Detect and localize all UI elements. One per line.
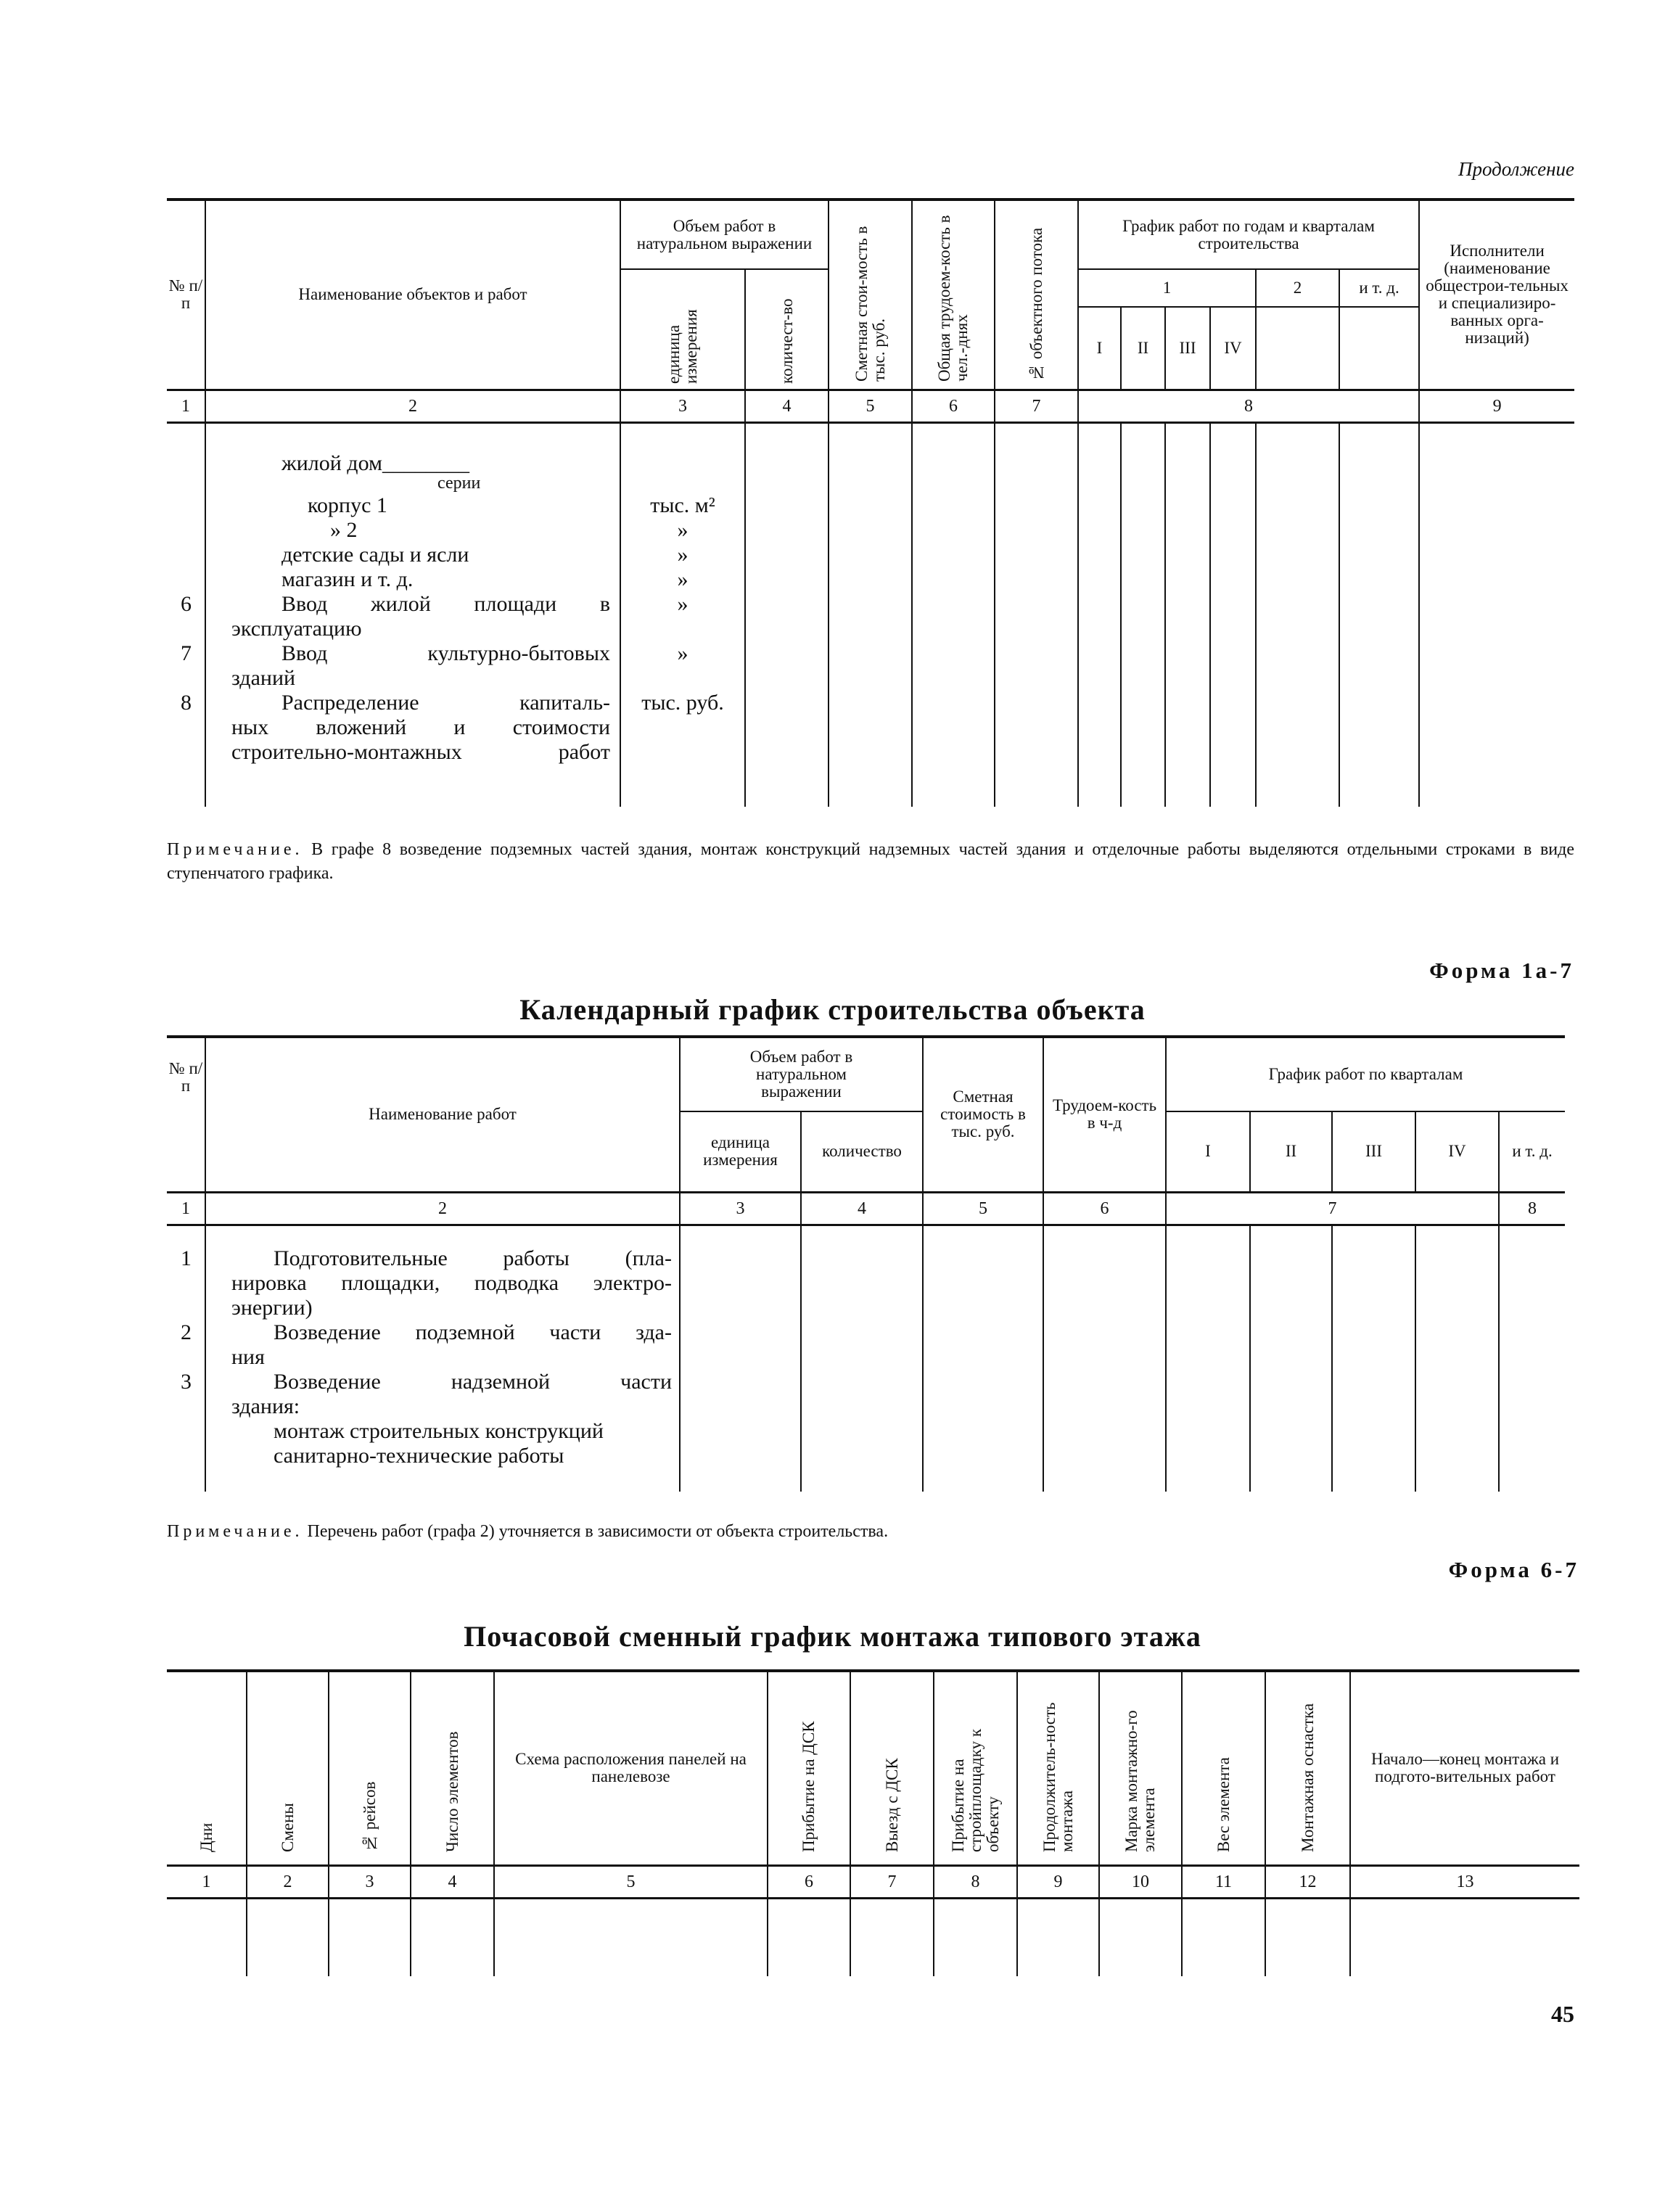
body-line xyxy=(167,1344,680,1368)
unit-of-measure: » xyxy=(677,592,688,616)
col-number: 1 xyxy=(167,1865,247,1898)
body-line xyxy=(167,1294,680,1319)
work-name: жилой дом________ xyxy=(281,451,469,475)
header-num: № п/п xyxy=(167,200,205,390)
column-header: Вес элемента xyxy=(1214,1756,1233,1852)
col-number: 12 xyxy=(1265,1865,1350,1898)
unit-of-measure: » xyxy=(677,518,688,542)
col-number: 13 xyxy=(1350,1865,1579,1898)
col-number: 1 xyxy=(167,390,205,422)
work-name: корпус 1 xyxy=(308,493,387,517)
section-title: Календарный график строительства объекта xyxy=(519,993,1146,1026)
col-number: 2 xyxy=(247,1865,329,1898)
unit-of-measure: » xyxy=(677,567,688,591)
col-number: 3 xyxy=(620,390,745,422)
header-unit: единица измерения xyxy=(680,1111,801,1192)
body-line xyxy=(167,1393,680,1418)
unit-of-measure: » xyxy=(677,641,688,665)
header-schedule: График работ по годам и кварталам строительства xyxy=(1078,200,1419,269)
col-number: 8 xyxy=(1499,1192,1565,1225)
header-q4: IV xyxy=(1415,1111,1499,1192)
note-1 xyxy=(167,838,1574,886)
header-q2: II xyxy=(1250,1111,1332,1192)
col-number: 4 xyxy=(411,1865,494,1898)
row-number: 7 xyxy=(181,641,192,665)
header-etc: и т. д. xyxy=(1499,1111,1565,1192)
header-q3: III xyxy=(1332,1111,1415,1192)
work-name: ных вложений и стоимости xyxy=(231,715,610,739)
body-line xyxy=(167,591,745,615)
header-volume: Объем работ в натуральном выражении xyxy=(680,1037,923,1111)
header-num: № п/п xyxy=(167,1037,205,1192)
body-line xyxy=(167,492,745,517)
body-line xyxy=(167,665,745,689)
header-q1: I xyxy=(1166,1111,1250,1192)
row-number: 6 xyxy=(181,592,192,616)
header-unit: единица измерения xyxy=(665,309,700,384)
continuation-label: Продолжение xyxy=(1458,158,1574,180)
work-name: Возведение надземной части xyxy=(274,1370,672,1394)
work-name: серии xyxy=(437,474,481,493)
header-labor: Трудоем-кость в ч-д xyxy=(1043,1037,1166,1192)
unit-of-measure: » xyxy=(677,543,688,567)
note-2 xyxy=(167,1520,1574,1544)
body-line xyxy=(167,1319,680,1344)
column-header: Выезд с ДСК xyxy=(882,1757,901,1852)
header-year-1: 1 xyxy=(1078,269,1256,307)
col-number: 3 xyxy=(329,1865,411,1898)
body-line xyxy=(167,1442,680,1467)
col-number: 2 xyxy=(205,1192,680,1225)
col-number: 11 xyxy=(1182,1865,1265,1898)
column-header: Марка монтажно-го элемента xyxy=(1122,1709,1158,1852)
header-flow: № объектного потока xyxy=(1027,228,1045,382)
table1-body-lines xyxy=(167,450,745,763)
row-number: 2 xyxy=(181,1320,192,1344)
work-name: нировка площадки, подводка электро- xyxy=(231,1271,672,1295)
page-number: 45 xyxy=(1551,2001,1574,2027)
header-name: Наименование работ xyxy=(205,1037,680,1192)
row-number: 8 xyxy=(181,691,192,715)
header-q1: I xyxy=(1078,307,1121,390)
column-header: Смены xyxy=(278,1802,297,1852)
col-number: 7 xyxy=(995,390,1078,422)
header-volume: Объем работ в натуральном выражении xyxy=(620,200,829,269)
note-label: Примечание. xyxy=(167,1522,303,1541)
header-cost: Сметная стои-мость в тыс. руб. xyxy=(852,226,888,382)
column-header: Начало—конец монтажа и подгото-вительных работ xyxy=(1371,1750,1559,1786)
column-header: Прибытие на стройплощадку к объекту xyxy=(948,1728,1002,1852)
work-name: » 2 xyxy=(330,518,358,542)
work-name: санитарно-технические работы xyxy=(274,1444,564,1468)
unit-of-measure: тыс. м² xyxy=(650,493,715,517)
work-name: строительно-монтажных работ xyxy=(231,740,610,764)
work-name: ния xyxy=(231,1345,265,1369)
form-label: Форма 1а-7 xyxy=(1429,958,1574,983)
column-header: № рейсов xyxy=(360,1781,379,1852)
column-header: Дни xyxy=(197,1822,215,1852)
form-label: Форма 6-7 xyxy=(1448,1557,1579,1582)
body-line xyxy=(167,541,745,566)
col-number: 5 xyxy=(829,390,912,422)
header-q3: III xyxy=(1165,307,1210,390)
note-text: Перечень работ (графа 2) уточняется в зависимости от объекта строительства. xyxy=(307,1522,889,1541)
header-etc: и т. д. xyxy=(1339,269,1419,307)
body-line xyxy=(167,615,745,640)
col-number: 4 xyxy=(745,390,829,422)
work-name: Подготовительные работы (пла- xyxy=(274,1246,672,1270)
work-name: магазин и т. д. xyxy=(281,567,414,591)
row-number: 1 xyxy=(181,1246,192,1270)
col-number: 5 xyxy=(923,1192,1043,1225)
col-number: 9 xyxy=(1419,390,1574,422)
header-q4: IV xyxy=(1210,307,1256,390)
body-line xyxy=(167,1245,680,1270)
work-name: Возведение подземной части зда- xyxy=(274,1320,672,1344)
col-number: 8 xyxy=(1078,390,1419,422)
col-number: 10 xyxy=(1099,1865,1182,1898)
work-name: эксплуатацию xyxy=(231,617,362,641)
header-labor: Общая трудоем-кость в чел.-днях xyxy=(935,215,971,382)
body-line xyxy=(167,640,745,665)
col-number: 1 xyxy=(167,1192,205,1225)
note-label: Примечание. xyxy=(167,840,303,859)
col-number: 3 xyxy=(680,1192,801,1225)
body-line xyxy=(167,450,745,474)
column-header: Монтажная оснастка xyxy=(1298,1703,1317,1852)
column-header: Число элементов xyxy=(443,1730,461,1852)
col-number: 6 xyxy=(768,1865,850,1898)
column-header: Схема расположения панелей на панелевозе xyxy=(515,1750,747,1786)
work-name: Ввод жилой площади в xyxy=(281,592,610,616)
body-line xyxy=(167,566,745,591)
work-name: здания: xyxy=(231,1394,300,1418)
header-year-2: 2 xyxy=(1256,269,1339,307)
hourly-assembly-table xyxy=(167,1669,1579,1976)
body-line xyxy=(167,1418,680,1442)
header-executors: Исполнители (наименование общестрои-тельных и специализиро-ванных орга-низаций) xyxy=(1419,200,1574,390)
table2-body-lines xyxy=(167,1245,680,1467)
body-line xyxy=(167,517,745,541)
column-header: Прибытие на ДСК xyxy=(799,1720,818,1852)
work-name: Распределение капиталь- xyxy=(281,691,610,715)
work-name: монтаж строительных конструкций xyxy=(274,1419,604,1443)
col-number: 7 xyxy=(850,1865,934,1898)
header-name: Наименование объектов и работ xyxy=(205,200,620,390)
body-line xyxy=(167,1368,680,1393)
col-number: 5 xyxy=(494,1865,768,1898)
column-header: Продолжитель-ность монтажа xyxy=(1040,1701,1076,1852)
note-text: В графе 8 возведение подземных частей здания, монтаж конструкций надземных частей здания и отделочные работы выделяются отдельными строками в виде ступенчатого графика. xyxy=(167,840,1575,883)
body-line xyxy=(167,474,745,492)
row-number: 3 xyxy=(181,1370,192,1394)
col-number: 6 xyxy=(912,390,995,422)
work-name: детские сады и ясли xyxy=(281,543,469,567)
header-qty: количество xyxy=(801,1111,923,1192)
body-line xyxy=(167,714,745,739)
col-number: 4 xyxy=(801,1192,923,1225)
header-q2: II xyxy=(1121,307,1165,390)
body-line xyxy=(167,1270,680,1294)
header-cost: Сметная стоимость в тыс. руб. xyxy=(923,1037,1043,1192)
work-name: Ввод культурно-бытовых xyxy=(281,641,610,665)
col-number: 7 xyxy=(1166,1192,1499,1225)
work-name: зданий xyxy=(231,666,296,690)
col-number: 6 xyxy=(1043,1192,1166,1225)
col-number: 8 xyxy=(934,1865,1017,1898)
work-name: энергии) xyxy=(231,1296,313,1320)
col-number: 9 xyxy=(1017,1865,1099,1898)
col-number: 2 xyxy=(205,390,620,422)
body-line xyxy=(167,689,745,714)
header-schedule: График работ по кварталам xyxy=(1166,1037,1565,1111)
body-line xyxy=(167,739,745,763)
section-title: Почасовой сменный график монтажа типового этажа xyxy=(464,1620,1201,1653)
unit-of-measure: тыс. руб. xyxy=(641,691,724,715)
header-qty: количест-во xyxy=(777,298,796,384)
